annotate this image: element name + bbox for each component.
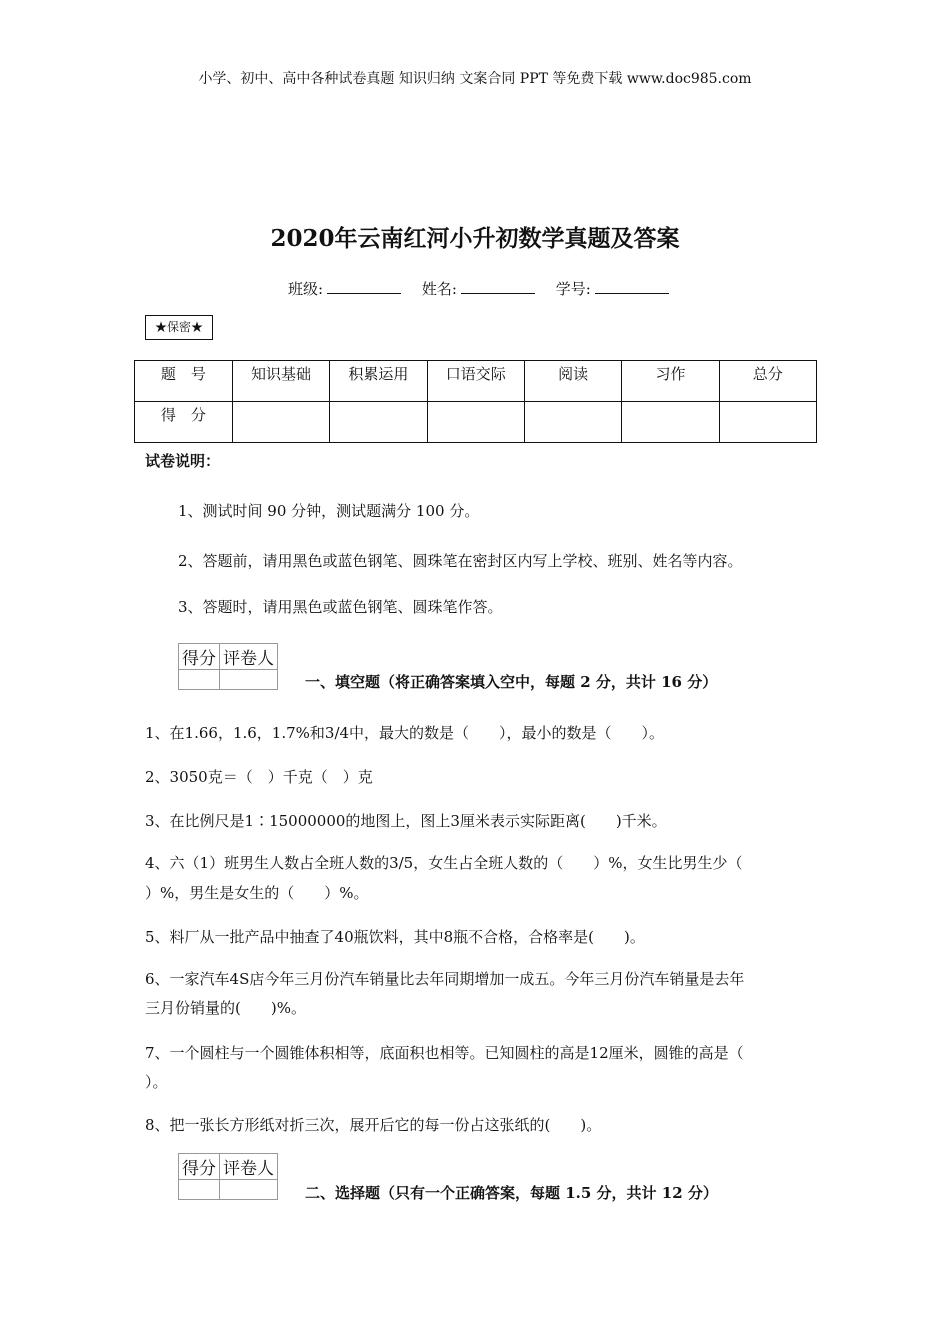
score-table bbox=[134, 360, 817, 443]
page-title: 2020年云南红河小升初数学真题及答案 bbox=[270, 225, 680, 252]
question-line: ）。 bbox=[145, 1073, 168, 1091]
score-table-empty-cell bbox=[232, 402, 329, 443]
grader-score-label: 得分 bbox=[179, 1154, 220, 1180]
score-table-empty-cell bbox=[330, 402, 427, 443]
score-table-cell: 知识基础 bbox=[232, 361, 329, 402]
question-line: 4、六（1）班男生人数占全班人数的3/5，女生占全班人数的（ ）%，女生比男生少（ bbox=[145, 854, 743, 872]
score-table-empty-cell bbox=[524, 402, 621, 443]
score-table-cell: 题 号 bbox=[135, 361, 233, 402]
instruction-item: 1、测试时间 90 分钟，测试题满分 100 分。 bbox=[178, 502, 480, 520]
grader-reviewer-label: 评卷人 bbox=[220, 1154, 278, 1180]
score-table-cell: 阅读 bbox=[524, 361, 621, 402]
score-table-score-row bbox=[135, 402, 817, 443]
question-line: ）%，男生是女生的（ ）%。 bbox=[145, 884, 369, 902]
class-label: 班级: bbox=[288, 280, 324, 298]
question-line: 2、3050克＝（ ）千克（ ）克 bbox=[145, 768, 373, 786]
instruction-item: 3、答题时，请用黑色或蓝色钢笔、圆珠笔作答。 bbox=[178, 598, 503, 616]
instruction-item: 2、答题前，请用黑色或蓝色钢笔、圆珠笔在密封区内写上学校、班别、姓名等内容。 bbox=[178, 552, 743, 570]
question-line: 8、把一张长方形纸对折三次，展开后它的每一份占这张纸的( )。 bbox=[145, 1116, 602, 1134]
name-label: 姓名: bbox=[421, 280, 457, 298]
id-label: 学号: bbox=[555, 280, 591, 298]
class-blank bbox=[327, 279, 401, 294]
question-line: 1、在1.66，1.6，1.7%和3/4中，最大的数是（ ），最小的数是（ ）。 bbox=[145, 724, 665, 742]
score-table-empty-cell bbox=[427, 402, 524, 443]
name-blank bbox=[461, 279, 535, 294]
score-table-cell: 得 分 bbox=[135, 402, 233, 443]
page-header: 小学、初中、高中各种试卷真题 知识归纳 文案合同 PPT 等免费下载 www.doc985.com bbox=[198, 71, 752, 87]
question-line: 6、一家汽车4S店今年三月份汽车销量比去年同期增加一成五。今年三月份汽车销量是去年 bbox=[145, 970, 745, 988]
grader-score-label: 得分 bbox=[179, 644, 220, 670]
score-table-cell: 习作 bbox=[622, 361, 719, 402]
grader-reviewer-cell bbox=[220, 670, 278, 690]
question-line: 7、一个圆柱与一个圆锥体积相等，底面积也相等。已知圆柱的高是12厘米，圆锥的高是（ bbox=[145, 1044, 744, 1062]
confidential-badge: ★保密★ bbox=[145, 315, 213, 340]
score-table-header-row bbox=[135, 361, 817, 402]
instructions-heading: 试卷说明： bbox=[145, 452, 221, 470]
grader-box bbox=[178, 643, 278, 690]
id-blank bbox=[595, 279, 669, 294]
section-title: 一、填空题（将正确答案填入空中，每题 2 分，共计 16 分） bbox=[305, 673, 718, 691]
question-line: 3、在比例尺是1∶15000000的地图上，图上3厘米表示实际距离( )千米。 bbox=[145, 812, 667, 830]
section-title: 二、选择题（只有一个正确答案，每题 1.5 分，共计 12 分） bbox=[305, 1184, 718, 1202]
score-table-empty-cell bbox=[719, 402, 816, 443]
grader-score-cell bbox=[179, 1180, 220, 1200]
score-table-cell: 积累运用 bbox=[330, 361, 427, 402]
grader-score-cell bbox=[179, 670, 220, 690]
student-info bbox=[288, 278, 685, 299]
grader-reviewer-cell bbox=[220, 1180, 278, 1200]
grader-box bbox=[178, 1153, 278, 1200]
score-table-cell: 口语交际 bbox=[427, 361, 524, 402]
score-table-cell: 总分 bbox=[719, 361, 816, 402]
score-table-empty-cell bbox=[622, 402, 719, 443]
question-line: 三月份销量的( )%。 bbox=[145, 999, 306, 1017]
grader-reviewer-label: 评卷人 bbox=[220, 644, 278, 670]
question-line: 5、料厂从一批产品中抽查了40瓶饮料，其中8瓶不合格，合格率是( )。 bbox=[145, 928, 645, 946]
